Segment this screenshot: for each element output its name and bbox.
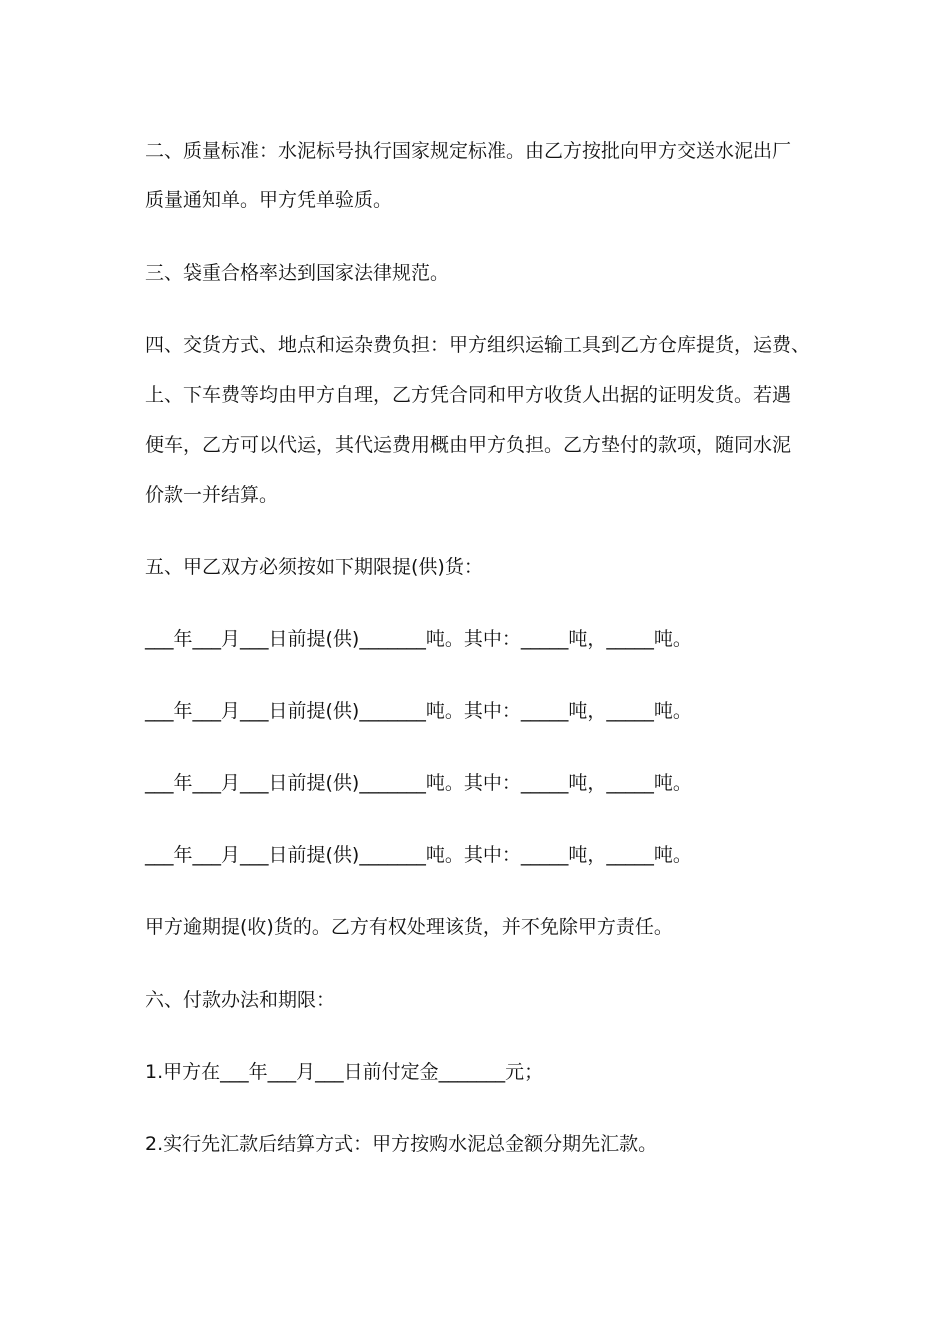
- clause-4-line-1: 四、交货方式、地点和运杂费负担：甲方组织运输工具到乙方仓库提货，运费、: [145, 334, 811, 356]
- delivery-schedule-row: ___年___月___日前提(供)_______吨。其中：_____吨，_____吨。: [145, 772, 692, 794]
- clause-6-heading: 六、付款办法和期限：: [145, 989, 336, 1011]
- payment-item-2: 2.实行先汇款后结算方式：甲方按购水泥总金额分期先汇款。: [145, 1133, 658, 1155]
- clause-4-line-3: 便车，乙方可以代运，其代运费用概由甲方负担。乙方垫付的款项，随同水泥: [145, 434, 792, 456]
- clause-2-line-1: 二、质量标准：水泥标号执行国家规定标准。由乙方按批向甲方交送水泥出厂: [145, 140, 792, 162]
- clause-4-line-4: 价款一并结算。: [145, 484, 279, 506]
- clause-5-heading: 五、甲乙双方必须按如下期限提(供)货：: [145, 556, 483, 578]
- payment-item-1: 1.甲方在___年___月___日前付定金_______元；: [145, 1061, 544, 1083]
- clause-4-line-2: 上、下车费等均由甲方自理，乙方凭合同和甲方收货人出据的证明发货。若遇: [145, 384, 792, 406]
- clause-3: 三、袋重合格率达到国家法律规范。: [145, 262, 450, 284]
- delivery-schedule-row: ___年___月___日前提(供)_______吨。其中：_____吨，_____吨。: [145, 700, 692, 722]
- delivery-schedule-row: ___年___月___日前提(供)_______吨。其中：_____吨，_____吨。: [145, 844, 692, 866]
- overdue-pickup-note: 甲方逾期提(收)货的。乙方有权处理该货，并不免除甲方责任。: [145, 916, 673, 938]
- clause-2-line-2: 质量通知单。甲方凭单验质。: [145, 189, 393, 211]
- delivery-schedule-row: ___年___月___日前提(供)_______吨。其中：_____吨，_____吨。: [145, 628, 692, 650]
